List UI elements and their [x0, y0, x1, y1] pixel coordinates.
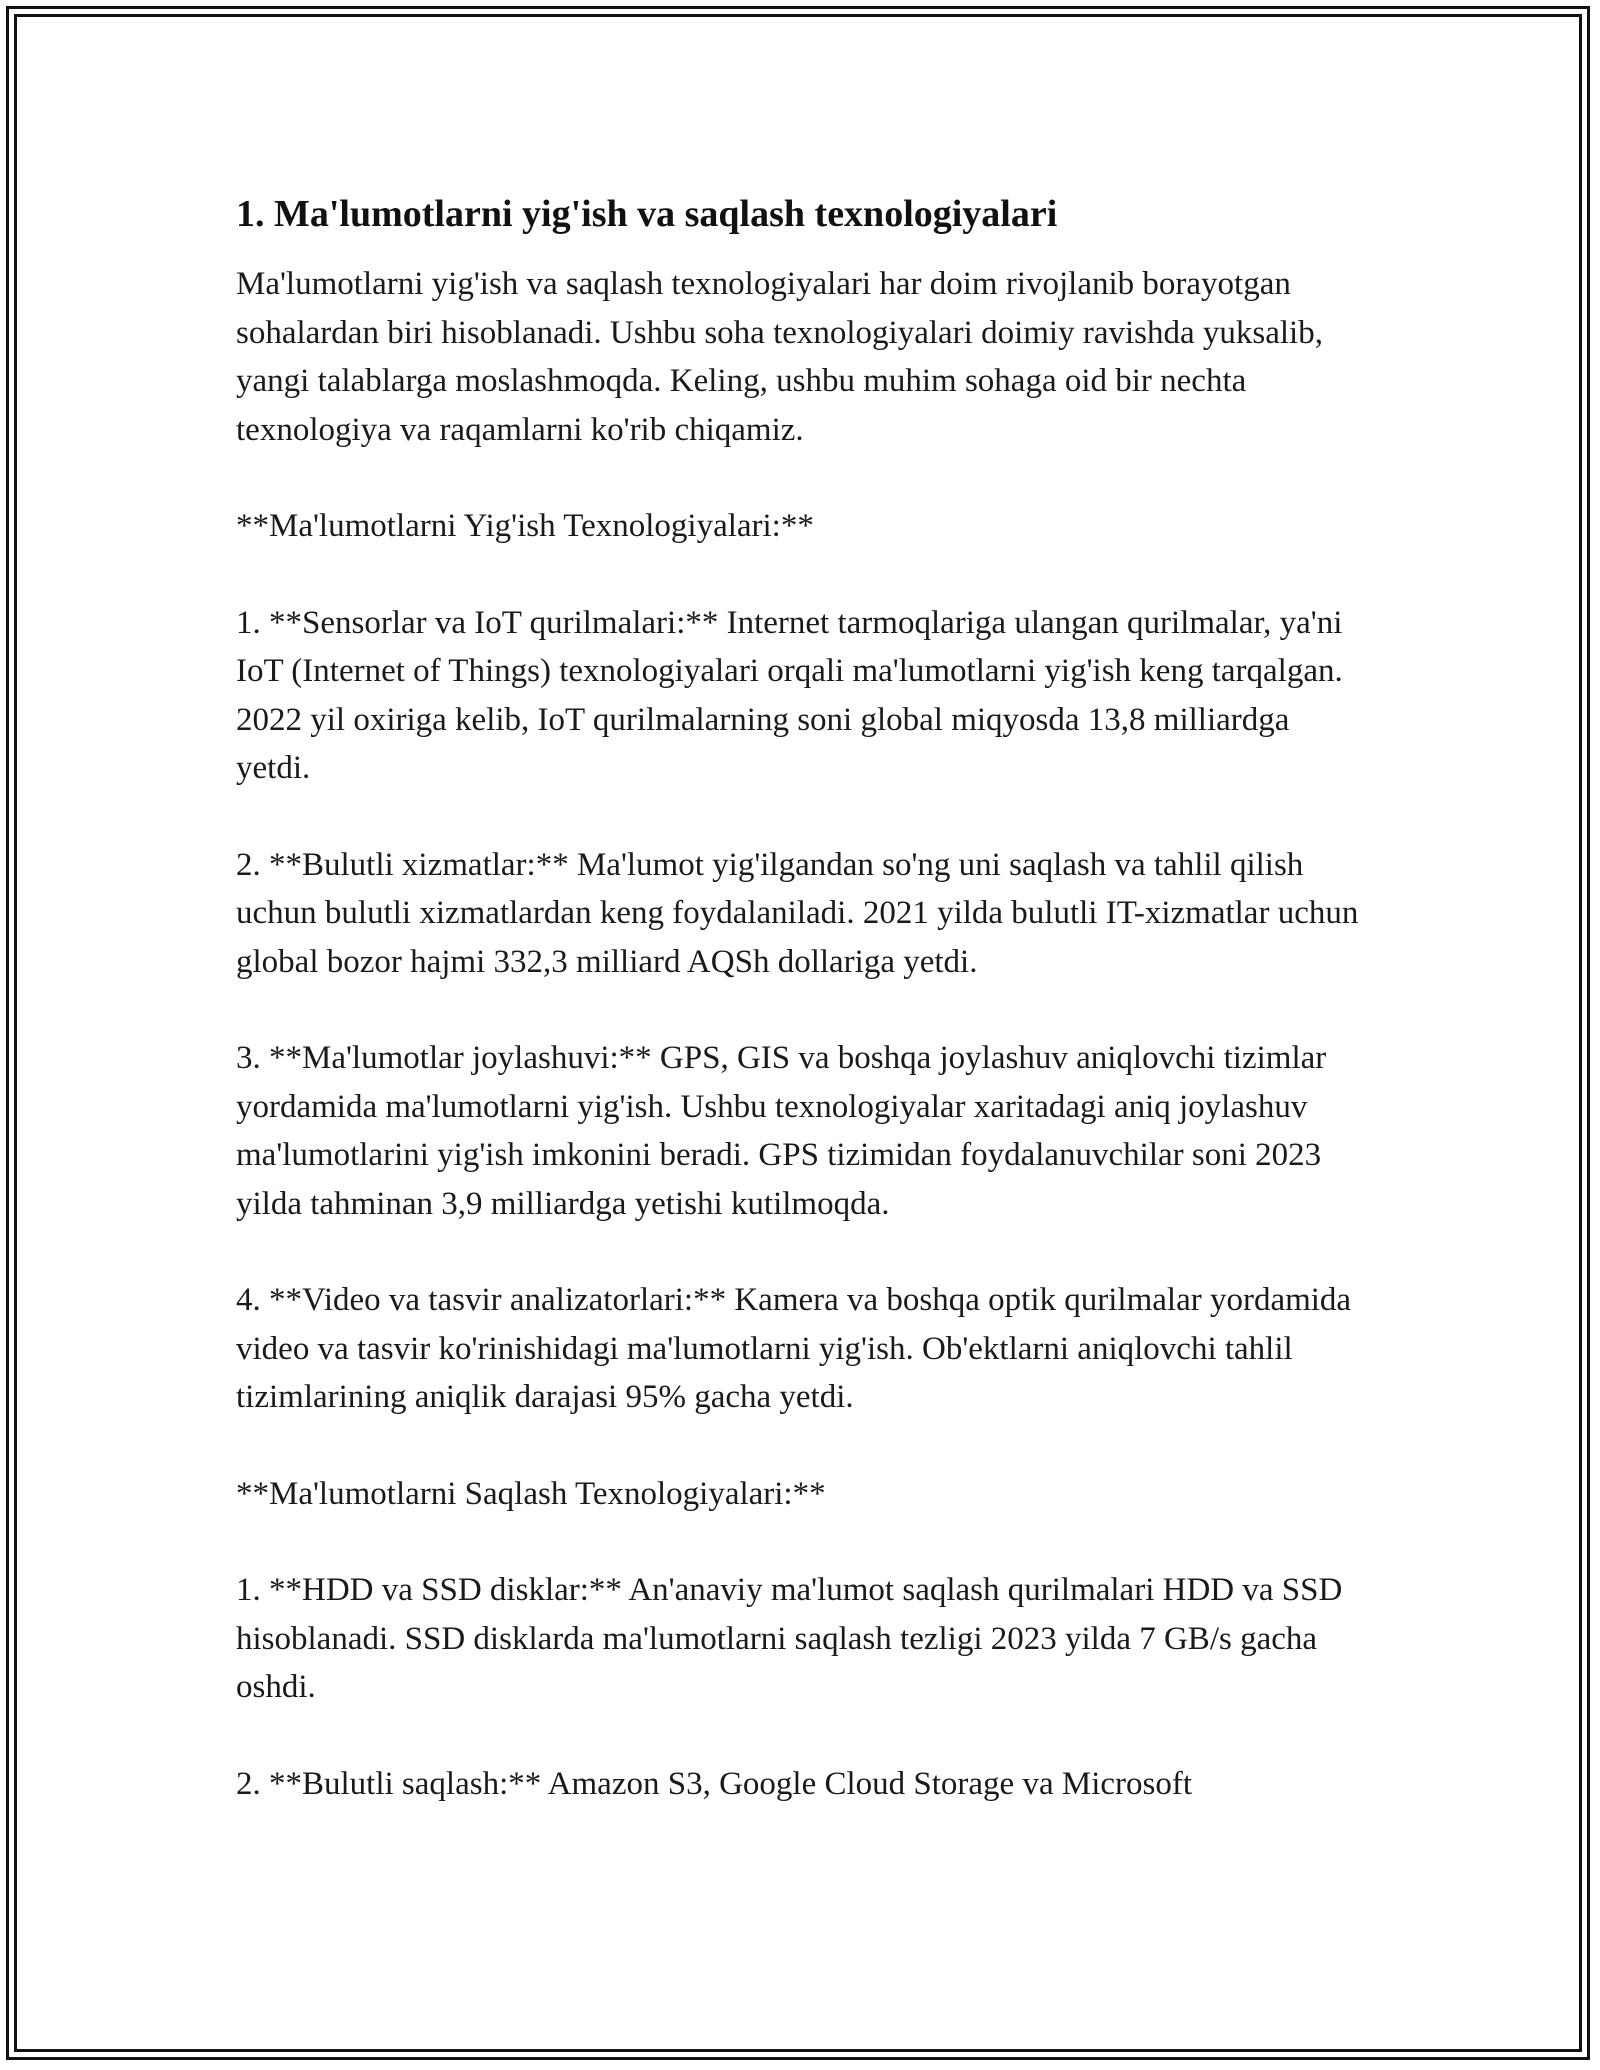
intro-paragraph: Ma'lumotlarni yig'ish va saqlash texnologiyalari har doim rivojlanib borayotgan sohalardan biri hisoblanadi. Ushbu soha texnologiyalari doimiy ravishda yuksalib, yangi talablarga moslashmoqda. Keling, ushbu muhim sohaga oid bir nechta texnologiya va raqamlarni ko'rib chiqamiz.: [236, 266, 1323, 448]
storage-subheading: **Ma'lumotlarni Saqlash Texnologiyalari:**: [236, 1475, 826, 1512]
list-item-hdd-ssd: 1. **HDD va SSD disklar:** An'anaviy ma'lumot saqlash qurilmalari HDD va SSD hisoblanadi. SSD disklarda ma'lumotlarni saqlash tezligi 2023 yilda 7 GB/s gacha oshdi.: [236, 1572, 1343, 1705]
section-heading: 1. Ma'lumotlarni yig'ish va saqlash texnologiyalari: [236, 193, 1058, 235]
document-body: [236, 188, 1366, 1856]
list-item-video-analyzers: 4. **Video va tasvir analizatorlari:** Kamera va boshqa optik qurilmalar yordamida video va tasvir ko'rinishidagi ma'lumotlarni yig'ish. Ob'ektlarni aniqlovchi tahlil tizimlarining aniqlik darajasi 95% gacha yetdi.: [236, 1282, 1352, 1415]
collection-subheading: **Ma'lumotlarni Yig'ish Texnologiyalari:**: [236, 508, 814, 544]
list-item-cloud-services: 2. **Bulutli xizmatlar:** Ma'lumot yig'ilgandan so'ng uni saqlash va tahlil qilish uchun bulutli xizmatlardan keng foydalaniladi. 2021 yilda bulutli IT-xizmatlar uchun global bozor hajmi 332,3 milliard AQSh dollariga yetdi.: [236, 846, 1359, 980]
list-item-cloud-storage: 2. **Bulutli saqlash:** Amazon S3, Google Cloud Storage va Microsoft: [236, 1765, 1193, 1802]
list-item-location-data: 3. **Ma'lumotlar joylashuvi:** GPS, GIS va boshqa joylashuv aniqlovchi tizimlar yordamida ma'lumotlarni yig'ish. Ushbu texnologiyalar xaritadagi aniq joylashuv ma'lumotlarini yig'ish imkonini beradi. GPS tizimidan foydalanuvchilar soni 2023 yilda tahminan 3,9 milliardga yetishi kutilmoqda.: [236, 1040, 1327, 1222]
list-item-sensors-iot: 1. **Sensorlar va IoT qurilmalari:** Internet tarmoqlariga ulangan qurilmalar, ya'ni IoT (Internet of Things) texnologiyalari orqali ma'lumotlarni yig'ish keng tarqalgan. 2022 yil oxiriga kelib, IoT qurilmalarning soni global miqyosda 13,8 milliardga yetdi.: [236, 604, 1343, 786]
